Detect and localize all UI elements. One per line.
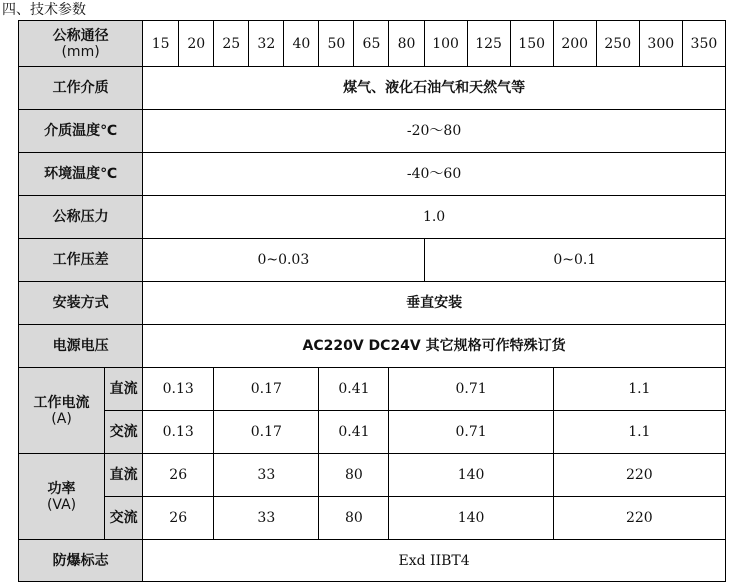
- power-ac-value: 140: [389, 497, 553, 540]
- nominal-diameter-label: 公称通径 (mm): [19, 21, 143, 67]
- ac-label: 交流: [105, 411, 143, 454]
- dn-value: 150: [510, 21, 553, 67]
- dn-value: 50: [319, 21, 354, 67]
- supply-voltage-row: [19, 325, 726, 368]
- current-dc-value: 0.17: [214, 368, 319, 411]
- pressure-difference-row: [19, 239, 726, 282]
- nominal-diameter-row: [19, 21, 726, 67]
- working-medium-value: 煤气、液化石油气和天然气等: [143, 67, 726, 110]
- power-ac-value: 80: [319, 497, 389, 540]
- pressure-difference-label: 工作压差: [19, 239, 143, 282]
- power-label: 功率 (VA): [19, 454, 105, 540]
- current-ac-value: 1.1: [553, 411, 725, 454]
- technical-parameters-table: [18, 20, 726, 582]
- working-current-label: 工作电流 (A): [19, 368, 105, 454]
- dn-value: 40: [284, 21, 319, 67]
- supply-voltage-value: AC220V DC24V 其它规格可作特殊订货: [143, 325, 726, 368]
- dn-value: 25: [214, 21, 249, 67]
- working-medium-label: 工作介质: [19, 67, 143, 110]
- dn-value: 200: [553, 21, 596, 67]
- dc-label: 直流: [105, 368, 143, 411]
- current-ac-value: 0.13: [143, 411, 214, 454]
- current-dc-value: 0.13: [143, 368, 214, 411]
- explosion-proof-value: Exd IIBT4: [143, 540, 726, 582]
- dn-value: 350: [682, 21, 725, 67]
- nominal-pressure-label: 公称压力: [19, 196, 143, 239]
- dn-value: 20: [179, 21, 214, 67]
- nominal-pressure-row: [19, 196, 726, 239]
- working-medium-row: [19, 67, 726, 110]
- installation-row: [19, 282, 726, 325]
- dn-value: 300: [639, 21, 682, 67]
- power-dc-value: 26: [143, 454, 214, 497]
- explosion-proof-label: 防爆标志: [19, 540, 143, 582]
- installation-value: 垂直安装: [143, 282, 726, 325]
- explosion-proof-row: [19, 540, 726, 582]
- current-dc-value: 0.41: [319, 368, 389, 411]
- dn-value: 65: [354, 21, 389, 67]
- power-dc-value: 33: [214, 454, 319, 497]
- power-dc-value: 220: [553, 454, 725, 497]
- working-current-ac-row: [19, 411, 726, 454]
- medium-temperature-value: -20～80: [143, 110, 726, 153]
- pressure-difference-value: 0~0.03: [143, 239, 424, 282]
- ac-label: 交流: [105, 497, 143, 540]
- dn-value: 80: [389, 21, 424, 67]
- ambient-temperature-value: -40～60: [143, 153, 726, 196]
- power-dc-value: 140: [389, 454, 553, 497]
- section-heading: 四、技术参数: [2, 2, 86, 18]
- medium-temperature-label: 介质温度℃: [19, 110, 143, 153]
- dn-value: 250: [596, 21, 639, 67]
- current-ac-value: 0.41: [319, 411, 389, 454]
- power-ac-value: 220: [553, 497, 725, 540]
- dc-label: 直流: [105, 454, 143, 497]
- pressure-difference-value: 0~0.1: [424, 239, 725, 282]
- power-dc-row: [19, 454, 726, 497]
- working-current-dc-row: [19, 368, 726, 411]
- current-dc-value: 0.71: [389, 368, 553, 411]
- dn-value: 32: [249, 21, 284, 67]
- nominal-pressure-value: 1.0: [143, 196, 726, 239]
- ambient-temperature-row: [19, 153, 726, 196]
- power-ac-value: 26: [143, 497, 214, 540]
- dn-value: 100: [424, 21, 467, 67]
- dn-value: 15: [143, 21, 179, 67]
- dn-value: 125: [467, 21, 510, 67]
- supply-voltage-label: 电源电压: [19, 325, 143, 368]
- current-dc-value: 1.1: [553, 368, 725, 411]
- current-ac-value: 0.17: [214, 411, 319, 454]
- ambient-temperature-label: 环境温度℃: [19, 153, 143, 196]
- medium-temperature-row: [19, 110, 726, 153]
- power-ac-value: 33: [214, 497, 319, 540]
- current-ac-value: 0.71: [389, 411, 553, 454]
- installation-label: 安装方式: [19, 282, 143, 325]
- power-dc-value: 80: [319, 454, 389, 497]
- power-ac-row: [19, 497, 726, 540]
